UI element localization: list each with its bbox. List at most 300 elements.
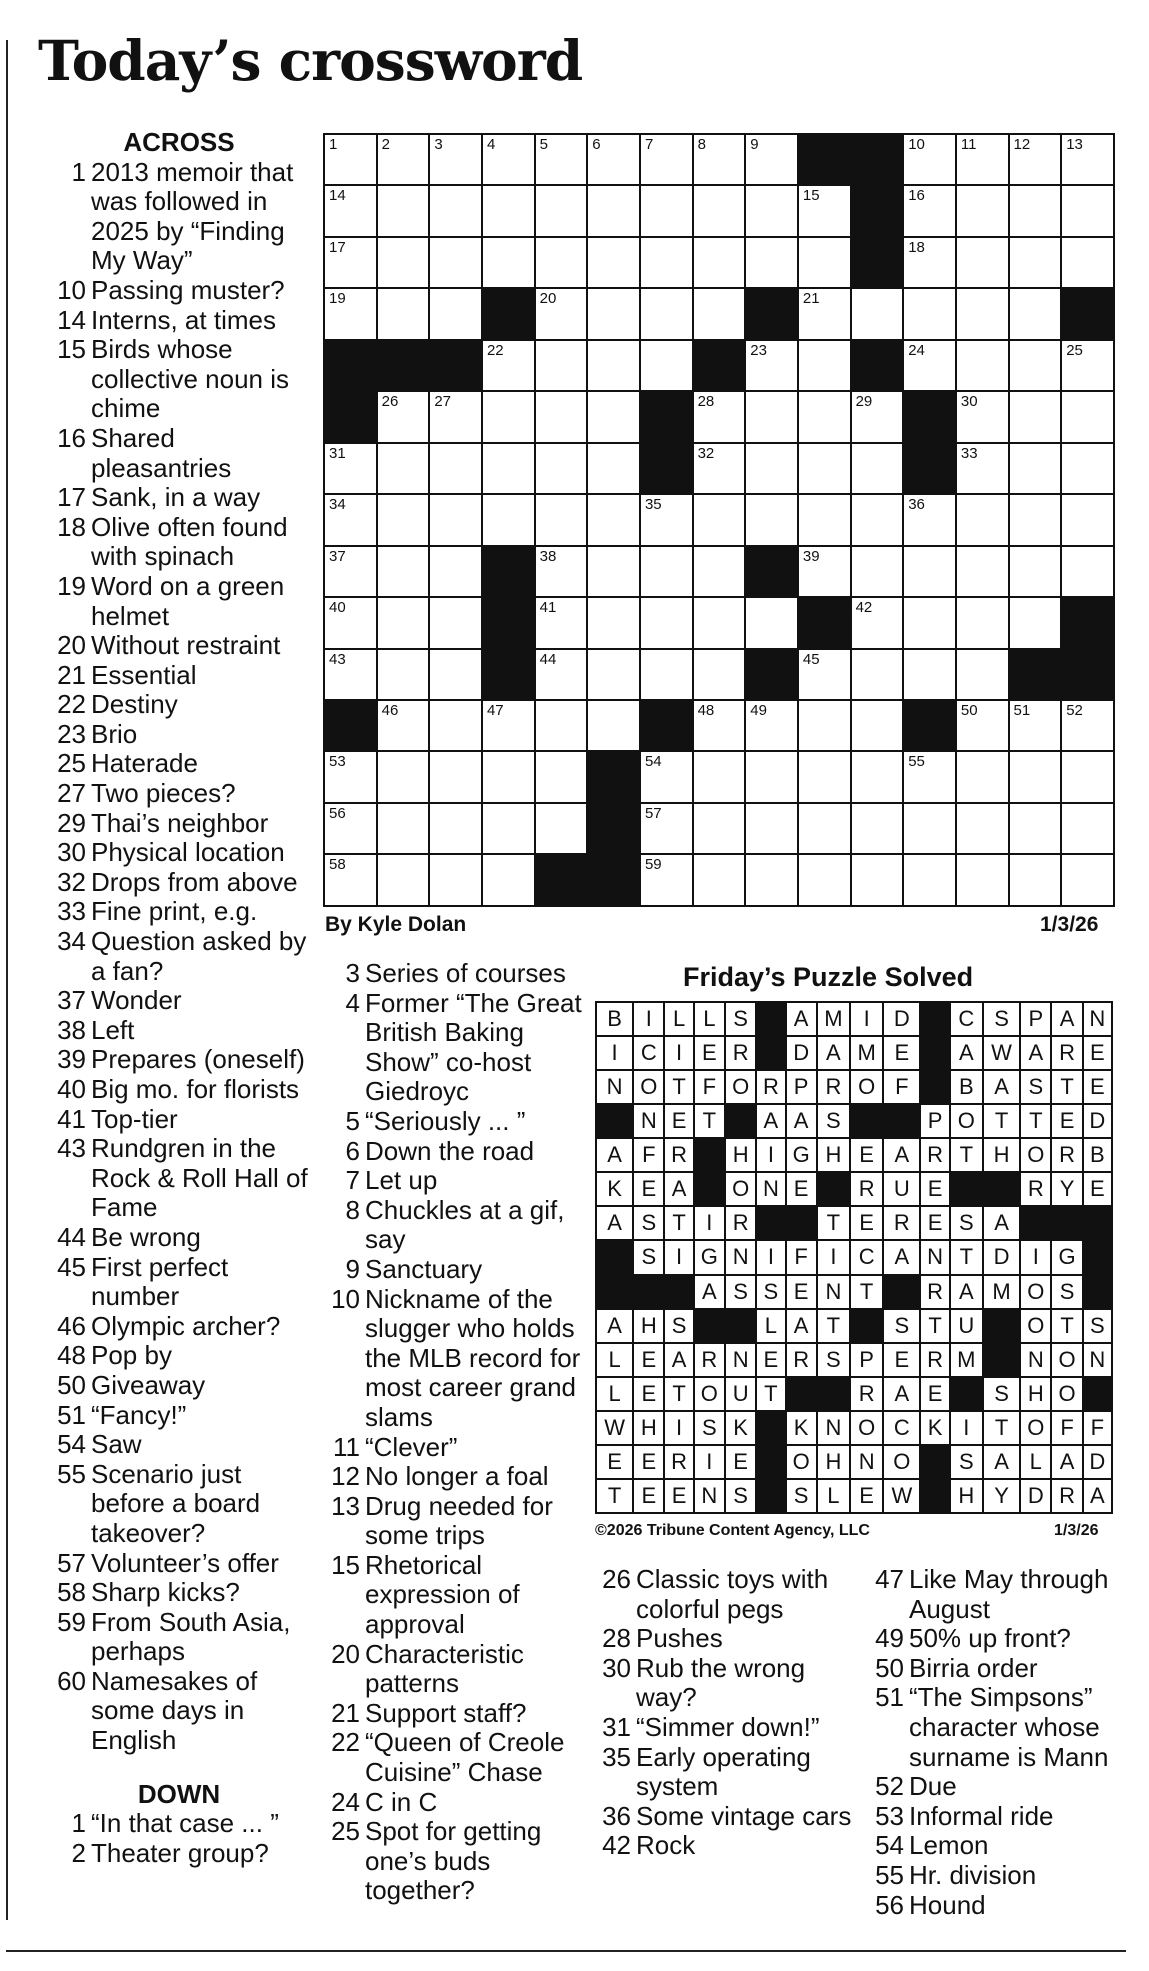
grid-cell[interactable] [903,751,956,802]
grid-cell[interactable] [693,854,746,906]
grid-cell[interactable] [798,494,851,545]
grid-cell[interactable] [429,649,482,700]
solution-letter: N [1083,1002,1112,1036]
grid-cell[interactable] [324,443,377,494]
grid-cell[interactable] [429,134,482,185]
solution-letter: E [664,1104,693,1138]
solution-letter: E [920,1206,949,1240]
grid-cell[interactable] [640,494,693,545]
grid-cell[interactable] [956,751,1009,802]
grid-cell[interactable] [1009,340,1062,391]
grid-cell[interactable] [482,700,535,751]
grid-cell[interactable] [851,700,904,751]
grid-cell[interactable] [693,237,746,288]
cell-number: 7 [644,136,654,153]
grid-cell[interactable] [640,134,693,185]
grid-cell[interactable] [640,751,693,802]
solution-letter: N [1020,1343,1051,1377]
grid-cell[interactable] [1009,700,1062,751]
solution-letter: I [664,1036,693,1070]
grid-cell[interactable] [377,443,430,494]
grid-cell[interactable] [535,237,588,288]
grid-cell[interactable] [1061,700,1114,751]
grid-cell[interactable] [798,751,851,802]
grid-cell[interactable] [1009,751,1062,802]
solution-letter: A [1020,1036,1051,1070]
solution-letter: E [850,1479,883,1513]
clue-number: 55 [875,1859,904,1890]
grid-cell[interactable] [798,288,851,339]
grid-cell[interactable] [482,494,535,545]
grid-cell[interactable] [956,649,1009,700]
grid-cell[interactable] [956,185,1009,236]
cell-number: 40 [329,599,346,617]
grid-cell[interactable] [482,340,535,391]
grid-cell[interactable] [1061,134,1114,185]
grid-cell[interactable] [377,494,430,545]
clue-text: “Queen of Creole Cuisine” Chase [365,1727,565,1788]
grid-cell[interactable] [693,134,746,185]
grid-cell[interactable] [640,546,693,597]
solution-letter: E [1083,1036,1112,1070]
grid-cell[interactable] [535,700,588,751]
grid-cell[interactable] [903,803,956,854]
grid-cell[interactable] [693,443,746,494]
grid-cell[interactable] [798,854,851,906]
solution-letter: C [633,1036,664,1070]
solution-letter: P [1020,1002,1051,1036]
clue-text: Two pieces? [91,778,236,809]
grid-cell[interactable] [377,803,430,854]
grid-cell[interactable] [587,443,640,494]
grid-cell[interactable] [482,751,535,802]
grid-cell[interactable] [429,237,482,288]
cell-number: 21 [802,290,820,308]
grid-cell[interactable] [377,649,430,700]
grid-cell[interactable] [693,751,746,802]
grid-black-square [587,854,640,906]
grid-cell[interactable] [587,494,640,545]
grid-cell[interactable] [377,546,430,597]
grid-cell[interactable] [324,803,377,854]
grid-cell[interactable] [798,649,851,700]
cell-number: 16 [908,187,925,205]
solution-letter: R [850,1377,883,1411]
solution-letter: O [725,1172,756,1206]
solution-letter: O [1051,1377,1082,1411]
grid-cell[interactable] [482,443,535,494]
down-clue-list-part4 [866,1565,1136,1920]
grid-cell[interactable] [429,288,482,339]
clue-text: Olympic archer? [91,1310,281,1341]
grid-black-square [640,700,693,751]
clue-number: 22 [57,689,86,720]
clue-number: 46 [57,1310,86,1341]
grid-cell[interactable] [429,803,482,854]
grid-cell[interactable] [903,185,956,236]
solution-letter: T [1051,1309,1082,1343]
cell-number: 55 [908,753,925,771]
grid-cell[interactable] [745,237,798,288]
grid-cell[interactable] [693,185,746,236]
clue-across-10 [48,276,310,306]
grid-cell[interactable] [1061,803,1114,854]
clue-text: “Clever” [365,1431,458,1462]
grid-cell[interactable] [587,340,640,391]
grid-row [324,237,1114,288]
grid-black-square [745,546,798,597]
grid-cell[interactable] [535,391,588,442]
grid-cell[interactable] [377,854,430,906]
grid-cell[interactable] [429,391,482,442]
grid-cell[interactable] [640,185,693,236]
solution-letter: A [1051,1445,1082,1479]
grid-cell[interactable] [587,546,640,597]
grid-cell[interactable] [693,803,746,854]
clue-number: 4 [345,987,360,1018]
solution-letter: R [1051,1036,1082,1070]
grid-cell[interactable] [482,237,535,288]
grid-cell[interactable] [429,185,482,236]
grid-cell[interactable] [956,391,1009,442]
grid-cell[interactable] [745,854,798,906]
grid-black-square [851,340,904,391]
solution-letter: A [883,1138,920,1172]
grid-cell[interactable] [745,391,798,442]
solution-letter: E [633,1377,664,1411]
clue-text: Prepares (oneself) [91,1044,305,1075]
solution-letter: T [664,1377,693,1411]
grid-cell[interactable] [640,288,693,339]
grid-cell[interactable] [429,597,482,648]
grid-cell[interactable] [640,597,693,648]
cell-number: 38 [539,547,557,565]
clue-number: 58 [57,1577,86,1608]
grid-cell[interactable] [903,854,956,906]
solution-letter: O [1051,1343,1082,1377]
clue-across-38 [48,1016,310,1046]
grid-cell[interactable] [640,803,693,854]
clue-text: Brio [91,718,138,749]
clue-text: Classic toys with colorful pegs [636,1564,829,1624]
clue-text: Haterade [91,748,198,779]
grid-cell[interactable] [429,494,482,545]
clue-number: 54 [57,1429,86,1460]
grid-cell[interactable] [1061,494,1114,545]
grid-cell[interactable] [587,185,640,236]
grid-cell[interactable] [693,494,746,545]
grid-cell[interactable] [1009,391,1062,442]
grid-cell[interactable] [482,391,535,442]
grid-cell[interactable] [640,649,693,700]
cell-number: 57 [644,804,662,822]
clue-number: 40 [57,1074,86,1104]
grid-cell[interactable] [745,443,798,494]
grid-cell[interactable] [745,185,798,236]
grid-cell[interactable] [640,854,693,906]
grid-cell[interactable] [903,237,956,288]
grid-cell[interactable] [798,443,851,494]
grid-cell[interactable] [640,340,693,391]
solution-letter: S [725,1479,756,1513]
grid-cell[interactable] [798,237,851,288]
grid-cell[interactable] [1061,237,1114,288]
grid-cell[interactable] [745,700,798,751]
grid-row [324,443,1114,494]
grid-cell[interactable] [745,803,798,854]
grid-cell[interactable] [324,237,377,288]
grid-row [324,597,1114,648]
grid-cell[interactable] [745,494,798,545]
cell-number: 49 [750,701,767,719]
solution-row [596,1411,1112,1445]
grid-cell[interactable] [745,134,798,185]
grid-cell[interactable] [1009,134,1062,185]
clue-down-7 [322,1166,584,1196]
solution-letter: F [786,1240,817,1274]
grid-cell[interactable] [956,854,1009,906]
clue-number: 55 [57,1458,86,1489]
grid-cell[interactable] [798,391,851,442]
grid-cell[interactable] [956,288,1009,339]
grid-cell[interactable] [1009,597,1062,648]
clue-down-24 [322,1788,584,1818]
grid-cell[interactable] [482,185,535,236]
clue-down-31 [593,1713,855,1743]
solution-letter: N [817,1275,850,1309]
grid-cell[interactable] [535,546,588,597]
solution-letter: S [1020,1070,1051,1104]
grid-cell[interactable] [851,597,904,648]
grid-cell[interactable] [587,700,640,751]
grid-cell[interactable] [640,237,693,288]
solution-row [596,1343,1112,1377]
grid-cell[interactable] [324,185,377,236]
cell-number: 54 [644,753,662,771]
clue-text: Left [91,1014,135,1045]
clue-down-6 [322,1137,584,1167]
solution-letter: A [950,1036,983,1070]
grid-cell[interactable] [903,134,956,185]
solution-letter: I [694,1445,725,1479]
grid-cell[interactable] [1009,803,1062,854]
grid-cell[interactable] [1009,854,1062,906]
grid-cell[interactable] [587,134,640,185]
grid-cell[interactable] [956,700,1009,751]
grid-cell[interactable] [1061,854,1114,906]
solution-letter: N [694,1479,725,1513]
grid-cell[interactable] [851,546,904,597]
grid-cell[interactable] [1009,546,1062,597]
grid-cell[interactable] [1061,340,1114,391]
grid-cell[interactable] [693,700,746,751]
grid-cell[interactable] [324,288,377,339]
clue-text: Thai’s neighbor [91,807,269,838]
grid-cell[interactable] [535,288,588,339]
grid-cell[interactable] [745,340,798,391]
grid-cell[interactable] [377,700,430,751]
clue-text: Destiny [91,689,178,720]
solution-black-square [920,1445,949,1479]
grid-cell[interactable] [1061,443,1114,494]
grid-row [324,700,1114,751]
grid-cell[interactable] [851,288,904,339]
grid-cell[interactable] [535,443,588,494]
grid-cell[interactable] [377,237,430,288]
grid-cell[interactable] [1061,185,1114,236]
grid-cell[interactable] [693,649,746,700]
solution-letter: M [983,1275,1020,1309]
grid-cell[interactable] [1009,185,1062,236]
grid-cell[interactable] [429,854,482,906]
clue-down-53 [866,1802,1136,1832]
grid-cell[interactable] [1009,494,1062,545]
grid-cell[interactable] [798,340,851,391]
grid-black-square [745,649,798,700]
grid-cell[interactable] [324,134,377,185]
grid-cell[interactable] [429,751,482,802]
grid-cell[interactable] [798,185,851,236]
grid-cell[interactable] [535,494,588,545]
grid-cell[interactable] [956,546,1009,597]
solution-letter: N [850,1445,883,1479]
grid-cell[interactable] [324,854,377,906]
cell-number: 20 [539,290,557,308]
grid-cell[interactable] [693,597,746,648]
across-clues-column [48,128,310,1868]
grid-cell[interactable] [1061,391,1114,442]
grid-cell[interactable] [956,597,1009,648]
solution-letter: L [817,1479,850,1513]
grid-cell[interactable] [429,443,482,494]
grid-cell[interactable] [1061,751,1114,802]
clue-number: 42 [602,1830,631,1861]
grid-cell[interactable] [798,546,851,597]
grid-cell[interactable] [956,443,1009,494]
grid-row [324,854,1114,906]
grid-cell[interactable] [956,494,1009,545]
grid-cell[interactable] [535,751,588,802]
grid-cell[interactable] [903,494,956,545]
grid-black-square [1061,288,1114,339]
grid-cell[interactable] [851,803,904,854]
grid-cell[interactable] [903,649,956,700]
grid-cell[interactable] [693,391,746,442]
grid-cell[interactable] [482,854,535,906]
grid-cell[interactable] [587,649,640,700]
cell-number: 23 [750,341,767,359]
solution-letter: R [725,1206,756,1240]
grid-cell[interactable] [851,443,904,494]
grid-cell[interactable] [377,391,430,442]
clue-down-28 [593,1624,855,1654]
grid-cell[interactable] [535,185,588,236]
grid-cell[interactable] [535,340,588,391]
solution-letter: W [596,1411,633,1445]
grid-cell[interactable] [587,288,640,339]
grid-cell[interactable] [903,288,956,339]
grid-cell[interactable] [535,597,588,648]
grid-cell[interactable] [693,288,746,339]
grid-cell[interactable] [377,134,430,185]
clue-text: Rundgren in the Rock & Roll Hall of Fame [91,1133,308,1223]
grid-cell[interactable] [745,751,798,802]
grid-cell[interactable] [903,546,956,597]
grid-cell[interactable] [377,597,430,648]
grid-cell[interactable] [956,237,1009,288]
solution-letter: R [817,1070,850,1104]
clue-across-51 [48,1401,310,1431]
solution-letter: N [596,1070,633,1104]
solution-letter: A [786,1002,817,1036]
grid-cell[interactable] [324,649,377,700]
solution-letter: I [1020,1240,1051,1274]
grid-cell[interactable] [535,134,588,185]
grid-cell[interactable] [956,134,1009,185]
clue-number: 30 [602,1652,631,1683]
grid-cell[interactable] [903,597,956,648]
grid-cell[interactable] [798,700,851,751]
grid-black-square [1009,649,1062,700]
grid-cell[interactable] [377,288,430,339]
grid-cell[interactable] [429,700,482,751]
solution-black-square [920,1070,949,1104]
grid-cell[interactable] [851,494,904,545]
grid-cell[interactable] [324,494,377,545]
solution-row [596,1479,1112,1513]
solution-letter: C [850,1240,883,1274]
grid-cell[interactable] [851,391,904,442]
grid-cell[interactable] [587,597,640,648]
grid-cell[interactable] [482,134,535,185]
solution-letter: R [786,1343,817,1377]
grid-cell[interactable] [1009,443,1062,494]
grid-cell[interactable] [693,546,746,597]
clue-text: Series of courses [365,958,566,988]
grid-cell[interactable] [1061,546,1114,597]
grid-cell[interactable] [1009,288,1062,339]
grid-cell[interactable] [324,597,377,648]
grid-cell[interactable] [851,649,904,700]
grid-cell[interactable] [798,803,851,854]
solution-letter: S [633,1206,664,1240]
clue-across-21 [48,661,310,691]
clue-text: Essential [91,659,197,690]
grid-cell[interactable] [587,391,640,442]
grid-cell[interactable] [535,649,588,700]
grid-cell[interactable] [324,751,377,802]
grid-cell[interactable] [956,803,1009,854]
solution-letter: A [596,1138,633,1172]
grid-cell[interactable] [851,751,904,802]
solution-row [596,1172,1112,1206]
grid-cell[interactable] [377,751,430,802]
grid-cell[interactable] [482,803,535,854]
grid-cell[interactable] [956,340,1009,391]
grid-cell[interactable] [377,185,430,236]
grid-cell[interactable] [903,340,956,391]
grid-cell[interactable] [587,237,640,288]
grid-cell[interactable] [745,597,798,648]
grid-cell[interactable] [324,546,377,597]
solution-letter: O [883,1445,920,1479]
grid-cell[interactable] [851,854,904,906]
grid-cell[interactable] [535,803,588,854]
clue-number: 1 [71,1808,86,1839]
grid-cell[interactable] [429,546,482,597]
grid-cell[interactable] [1009,237,1062,288]
cell-number: 1 [329,136,338,153]
